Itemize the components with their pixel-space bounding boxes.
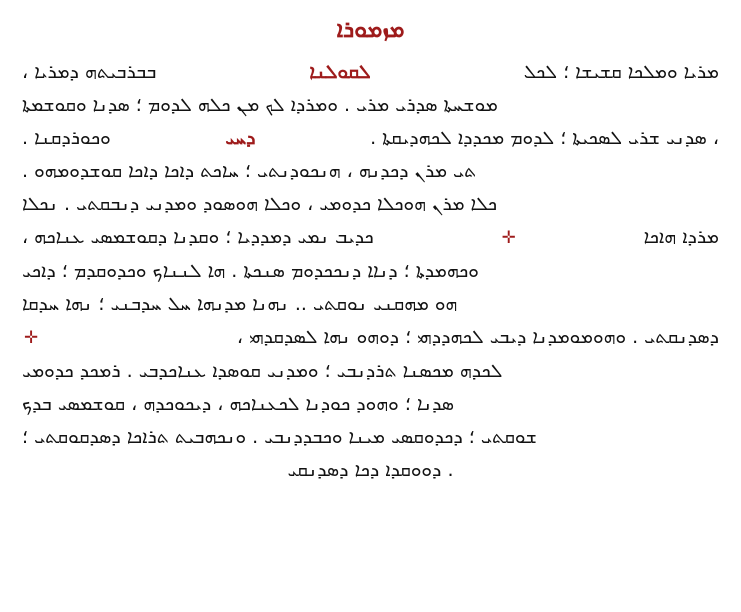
text-line xyxy=(22,222,719,254)
text-segment: ܬܝ ܡܪܢ ܕܟܕܢܗ ، ܗܢܟܘܕܢܬܝ ؛ ܚܐܟܬ ܕܐܟܐ ܕܐܟܐ ܩܘܫܕܘܡܗܘ . xyxy=(22,160,477,183)
text-line xyxy=(22,455,719,486)
text-segment: ܡܘܫܚܬܐ ܣܕܪܝ ܡܪܝ . ܘܡܪܕܐ ܠܟ ܡܢ ܟܠܗ ܠܕܘܡ ؛ ܣܕܢܐ ܘܩܘܫܡܬܐ xyxy=(22,94,498,117)
text-line xyxy=(22,57,719,88)
text-segment: ܠܟܕܗ ܡܟܣܢܐ ܬܪܕܢܒܝ ؛ ܘܡܕܢܝ ܩܘܣܕܐ ܥܢܐܟܕܒܝ . ܪܡܟܕ ܟܕܘܡܝ xyxy=(22,360,503,383)
document-body xyxy=(22,57,719,486)
text-line xyxy=(22,322,719,354)
text-line xyxy=(22,389,719,420)
text-segment: ܡܪܕܐ ܗܐܟܐ xyxy=(643,226,719,249)
rubric-text: ܕܚܝ xyxy=(225,127,256,150)
text-segment: ܘܟܗܡܕܬܐ ؛ ܕܢܐܐ ܕܢܟܟܕܘܡ ܣܢܟܬܐ . ܗܐ ܠܢܢܐܟ ܘܟܕܘܩܕܡ ؛ ܕܐܟܝ xyxy=(22,260,479,283)
text-line xyxy=(22,156,719,187)
text-segment: ܡܪܝܐ ܘܡܠܟܐ ܩܫܝܫܐ ؛ ܠܟܠ xyxy=(523,61,719,84)
text-segment: ܫܘܩܬܝ ؛ ܕܟܕܘܩܣܝ ܡܝܢܐ ܘܟܒܕܕܢܒܝ . ܘܢܟܗܒܝܬ ܬܪܐܟܐ ܕܣܕܩܘܩܬܝ ؛ xyxy=(22,426,537,449)
text-line xyxy=(22,289,719,320)
text-segment: . ܕܘܘܩܕܐ ܕܟܐ ܕܣܕܢܩܝ xyxy=(287,459,454,482)
text-line xyxy=(22,189,719,220)
text-segment: ܟܠܐ ܡܪܢ ܗܘܟܠܐ ܟܕܘܡܝ ، ܘܟܠܐ ܗܘܣܘܕ ܘܡܕܢܝ ܕܢܒܩܬܝ . ܢܟܠܐ xyxy=(22,193,498,216)
text-line xyxy=(22,256,719,287)
text-segment: ܒܒܪܒܝܬܗ ܕܡܪܝܐ ، xyxy=(22,61,157,84)
text-segment: ܘܟܘܪܕܩܢܐ . xyxy=(22,127,111,150)
text-line xyxy=(22,90,719,121)
rubric-text: ܠܩܘܠܢܐ xyxy=(309,61,371,84)
text-segment: ܣܕܢܐ ؛ ܘܗܘܕ ܟܘܕܢܐ ܠܟܥܢܐܟܗ ، ܕܝܟܘܟܕܗ ، ܩܘܫܡܣܝ ܒܕܟ xyxy=(22,393,455,416)
text-segment: ܕܣܕܢܩܬܝ . ܘܗܘܡܘܡܕܢܐ ܕܝܒܝ ܠܟܗܕܕܗܝ ؛ ܕܘܗܘ ܢܗܐ ܠܣܕܩܕܗܝ ، xyxy=(236,326,719,349)
text-segment: ، ܣܕܢܝ ܫܪܝ ܠܣܟܝܬܐ ؛ ܠܕܘܡ ܡܟܕܕܐ ܠܟܗܕܝܩܬܐ . xyxy=(370,127,719,150)
text-segment: ܗܘ ܡܗܩܢܝ ܢܘܩܬܝ .. ܢܗܢܐ ܡܕܢܗܐ ܚܠ ܚܕܒܢܝ ؛ ܢܗܐ ܚܕܩܐ xyxy=(22,293,458,316)
text-line xyxy=(22,123,719,154)
cross-icon: ✛ xyxy=(24,328,39,349)
cross-icon: ✛ xyxy=(501,228,516,249)
text-line xyxy=(22,356,719,387)
text-segment: ܟܕܝܒ ܢܡܝ ܕܡܕܕܝܐ ؛ ܘܩܕܢܐ ܕܩܘܫܡܣܝ ܥܢܐܟܗ ، xyxy=(22,226,374,249)
page-title: ܡܙܡܘܪܐ xyxy=(336,17,405,43)
text-line xyxy=(22,422,719,453)
